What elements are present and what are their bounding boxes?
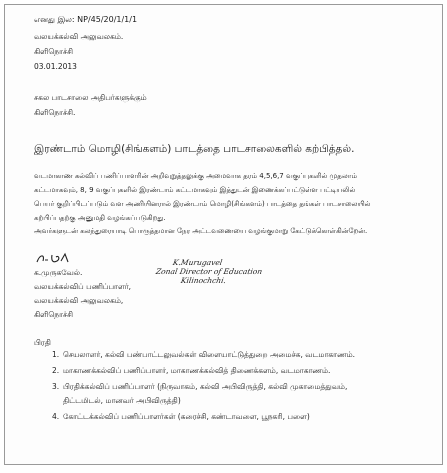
body-line: பெயர் குறிப்பிடப்படும் வள அணியினரால் இரண்டாம் மொழி(சிங்களம்) பாடத்தை தங்கள் பாடசாலையில் — [34, 200, 371, 208]
addressee-line: சகல பாடசாலை அதிபர்களுக்கும் — [34, 93, 147, 102]
copy-item-number: 4. — [52, 412, 60, 421]
copy-item-text: பிரதிக்கல்விப் பணிப்பாளர் (நிருவாகம், கல்வி அபிவிருத்தி, கல்வி முகாமைத்துவம், — [63, 382, 348, 391]
signatory-office: வலயக்கல்வி அலுவலகம், — [34, 296, 124, 305]
signature-scribble — [35, 251, 75, 265]
signatory-name: க.முருகவேல். — [34, 268, 83, 277]
copy-item-number: 3. — [52, 382, 60, 391]
reference-number: எனது இல: NP/45/20/1/1/1 — [34, 15, 138, 24]
copies-label: பிரதி — [34, 338, 51, 347]
signatory-place: கிளிநொச்சி — [34, 310, 74, 319]
copy-item-continuation: திட்டமிடல், மானவர் அபிவிருத்தி) — [63, 396, 181, 405]
copy-item-text: கோட்டக்கல்விப் பணிப்பாளர்கள் (கரைச்சி, கண்டாவளை, பூநகரி, பளை) — [63, 412, 310, 421]
body-line: கட்டமாகவும், 8, 9 வகுப்புகளில் இரண்டாம் கட்டமாகவும் இத்துடன் இணைக்கப்பட்டுள்ள பட்டியலில் — [34, 186, 356, 194]
sender-place: கிளிநொச்சி — [34, 47, 74, 56]
letter-page — [4, 4, 443, 465]
subject-heading: இரண்டாம் மொழி(சிங்களம்) பாடத்தை பாடசாலைகளில் கற்பித்தல். — [34, 143, 355, 155]
signature-english-name: K.Murugavel — [172, 258, 224, 267]
copy-item-number: 2. — [52, 366, 60, 375]
body-line: கற்பிப்பதற்கு அனுமதி வழங்கப்படுகிறது. — [34, 214, 166, 222]
letter-date: 03.01.2013 — [34, 62, 77, 71]
signature-english-title: Zonal Director of Education — [155, 267, 263, 276]
sender-office: வலயக்கல்வி அலுவலகம். — [34, 32, 124, 41]
copy-item-number: 1. — [52, 350, 60, 359]
addressee-place: கிளிநொச்சி. — [34, 108, 76, 117]
signatory-title: வலயக்கல்விப் பணிப்பாளர், — [34, 282, 132, 291]
copy-item-text: மாகாணக்கல்விப் பணிப்பாளர், மாகாணக்கல்வித் திணைக்களம், வடமாகாணம். — [63, 366, 331, 375]
copy-item-text: செயலாளர், கல்வி பண்பாட்டலுவல்கள் விளையாட்டுத்துறை அமைச்சு, வடமாகாணம். — [63, 350, 356, 359]
signature-english-place: Kilinochchi. — [180, 276, 227, 285]
body-line: வடமாகாண கல்விப் பணிப்பாளரின் அறிவுறுத்தலுக்கு அமைவாக தரம் 4,5,6,7 வகுப்புகளில் முதலாம் — [34, 172, 357, 180]
body-closing: அவர்களுடன் கலந்துரையாடி பொருத்தமான நேர அட்டவணையை வழங்குமாறு கேட்டுக்கொள்கின்றேன். — [34, 227, 368, 235]
